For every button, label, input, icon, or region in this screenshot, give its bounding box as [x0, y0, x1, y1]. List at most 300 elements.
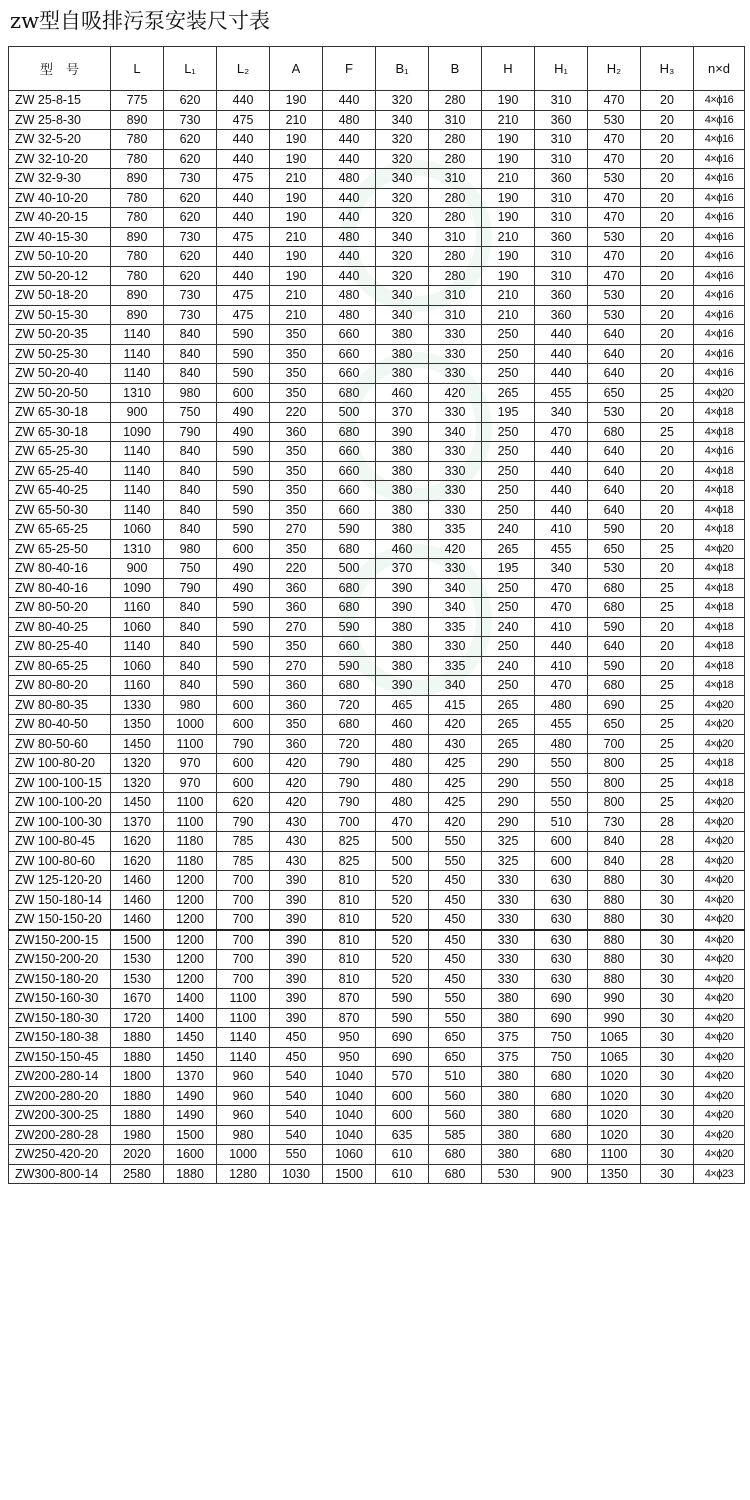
table-cell: 640 — [588, 344, 641, 364]
table-cell: 590 — [588, 520, 641, 540]
table-cell: 785 — [217, 851, 270, 871]
table-cell: 470 — [588, 247, 641, 267]
table-cell: 790 — [323, 754, 376, 774]
table-cell: 660 — [323, 344, 376, 364]
table-cell: 350 — [270, 637, 323, 657]
table-cell: 1450 — [111, 734, 164, 754]
table-cell: 730 — [164, 286, 217, 306]
table-cell: 490 — [217, 559, 270, 579]
table-cell: 420 — [429, 812, 482, 832]
table-row — [9, 422, 745, 442]
table-cell: 750 — [164, 403, 217, 423]
table-cell: 840 — [164, 500, 217, 520]
table-row — [9, 637, 745, 657]
table-cell: 340 — [535, 403, 588, 423]
table-cell: 4×ϕ20 — [694, 539, 745, 559]
table-cell: 330 — [429, 364, 482, 384]
table-cell: 460 — [376, 539, 429, 559]
table-cell: 810 — [323, 910, 376, 930]
table-cell: 20 — [641, 656, 694, 676]
table-row — [9, 91, 745, 111]
table-cell: 390 — [376, 578, 429, 598]
column-header: B — [429, 47, 482, 91]
table-row — [9, 1028, 745, 1048]
table-cell: 4×ϕ20 — [694, 1008, 745, 1028]
table-cell: 490 — [217, 578, 270, 598]
table-cell: 590 — [217, 344, 270, 364]
table-cell: 630 — [535, 930, 588, 950]
table-cell: 480 — [323, 227, 376, 247]
table-row — [9, 930, 745, 950]
table-cell: 4×ϕ16 — [694, 364, 745, 384]
table-cell: 4×ϕ20 — [694, 851, 745, 871]
table-row — [9, 169, 745, 189]
table-cell: 825 — [323, 832, 376, 852]
table-cell: 190 — [482, 208, 535, 228]
table-cell: 190 — [482, 130, 535, 150]
table-cell: 270 — [270, 617, 323, 637]
table-cell: 380 — [482, 1008, 535, 1028]
table-row — [9, 325, 745, 345]
table-cell: 960 — [217, 1067, 270, 1087]
table-cell: 1370 — [111, 812, 164, 832]
table-cell: 375 — [482, 1028, 535, 1048]
table-cell: 265 — [482, 715, 535, 735]
table-cell: 1200 — [164, 969, 217, 989]
table-cell: 30 — [641, 890, 694, 910]
table-cell: 4×ϕ16 — [694, 130, 745, 150]
table-cell: 450 — [429, 950, 482, 970]
table-row — [9, 950, 745, 970]
table-cell: 250 — [482, 578, 535, 598]
table-cell: 20 — [641, 286, 694, 306]
table-cell: 750 — [535, 1028, 588, 1048]
table-cell: 380 — [376, 637, 429, 657]
table-cell: 810 — [323, 950, 376, 970]
table-cell: 210 — [270, 110, 323, 130]
model-cell: ZW 50-25-30 — [9, 344, 111, 364]
table-cell: 28 — [641, 832, 694, 852]
table-cell: 20 — [641, 364, 694, 384]
table-cell: 590 — [323, 656, 376, 676]
table-cell: 680 — [429, 1145, 482, 1165]
table-cell: 990 — [588, 989, 641, 1009]
model-cell: ZW 65-40-25 — [9, 481, 111, 501]
table-cell: 600 — [535, 851, 588, 871]
table-cell: 1450 — [111, 793, 164, 813]
table-cell: 455 — [535, 539, 588, 559]
table-cell: 970 — [164, 754, 217, 774]
table-cell: 520 — [376, 890, 429, 910]
table-row — [9, 208, 745, 228]
table-cell: 4×ϕ20 — [694, 383, 745, 403]
table-cell: 25 — [641, 383, 694, 403]
table-cell: 880 — [588, 969, 641, 989]
table-cell: 4×ϕ20 — [694, 910, 745, 930]
table-cell: 380 — [482, 1106, 535, 1126]
table-cell: 20 — [641, 130, 694, 150]
table-cell: 350 — [270, 481, 323, 501]
table-cell: 30 — [641, 950, 694, 970]
table-cell: 430 — [270, 812, 323, 832]
table-cell: 465 — [376, 695, 429, 715]
table-cell: 1180 — [164, 851, 217, 871]
table-cell: 870 — [323, 1008, 376, 1028]
table-cell: 650 — [429, 1028, 482, 1048]
table-cell: 440 — [535, 344, 588, 364]
table-cell: 980 — [164, 695, 217, 715]
table-cell: 590 — [376, 989, 429, 1009]
table-cell: 480 — [535, 695, 588, 715]
table-cell: 630 — [535, 950, 588, 970]
table-cell: 1000 — [217, 1145, 270, 1165]
table-cell: 1200 — [164, 871, 217, 891]
page-title: zw型自吸排污泵安装尺寸表 — [10, 9, 271, 33]
table-cell: 290 — [482, 793, 535, 813]
table-cell: 380 — [482, 1086, 535, 1106]
table-cell: 20 — [641, 149, 694, 169]
table-cell: 430 — [270, 851, 323, 871]
table-cell: 4×ϕ16 — [694, 149, 745, 169]
table-cell: 430 — [429, 734, 482, 754]
table-cell: 335 — [429, 520, 482, 540]
table-cell: 4×ϕ18 — [694, 598, 745, 618]
table-cell: 635 — [376, 1125, 429, 1145]
table-cell: 310 — [429, 110, 482, 130]
table-cell: 1350 — [588, 1164, 641, 1184]
table-cell: 30 — [641, 1028, 694, 1048]
table-cell: 310 — [429, 305, 482, 325]
table-cell: 1140 — [111, 500, 164, 520]
table-cell: 475 — [217, 286, 270, 306]
table-cell: 320 — [376, 208, 429, 228]
table-cell: 340 — [429, 676, 482, 696]
table-cell: 4×ϕ20 — [694, 1047, 745, 1067]
table-row — [9, 695, 745, 715]
table-cell: 620 — [164, 91, 217, 111]
table-cell: 470 — [588, 130, 641, 150]
table-cell: 380 — [376, 344, 429, 364]
table-cell: 1160 — [111, 676, 164, 696]
table-cell: 590 — [376, 1008, 429, 1028]
table-cell: 1020 — [588, 1106, 641, 1126]
table-cell: 270 — [270, 656, 323, 676]
table-cell: 590 — [217, 520, 270, 540]
table-cell: 310 — [535, 149, 588, 169]
table-cell: 590 — [323, 617, 376, 637]
table-cell: 1020 — [588, 1086, 641, 1106]
table-cell: 475 — [217, 110, 270, 130]
table-row — [9, 715, 745, 735]
table-row — [9, 247, 745, 267]
table-cell: 250 — [482, 500, 535, 520]
table-cell: 1670 — [111, 989, 164, 1009]
table-cell: 1160 — [111, 598, 164, 618]
table-cell: 570 — [376, 1067, 429, 1087]
table-cell: 730 — [164, 227, 217, 247]
table-cell: 840 — [164, 656, 217, 676]
table-cell: 360 — [270, 676, 323, 696]
table-cell: 560 — [429, 1086, 482, 1106]
table-cell: 380 — [376, 617, 429, 637]
table-row — [9, 812, 745, 832]
table-cell: 190 — [270, 208, 323, 228]
table-cell: 4×ϕ18 — [694, 559, 745, 579]
table-cell: 190 — [482, 188, 535, 208]
table-cell: 340 — [429, 598, 482, 618]
table-cell: 530 — [588, 227, 641, 247]
table-cell: 775 — [111, 91, 164, 111]
table-cell: 900 — [111, 403, 164, 423]
model-cell: ZW 150-180-14 — [9, 890, 111, 910]
table-cell: 980 — [164, 539, 217, 559]
table-cell: 1490 — [164, 1106, 217, 1126]
table-cell: 440 — [535, 500, 588, 520]
table-row — [9, 910, 745, 930]
table-cell: 970 — [164, 773, 217, 793]
table-cell: 310 — [429, 286, 482, 306]
table-cell: 4×ϕ18 — [694, 578, 745, 598]
table-cell: 840 — [164, 481, 217, 501]
table-cell: 630 — [535, 910, 588, 930]
table-cell: 660 — [323, 637, 376, 657]
table-cell: 30 — [641, 989, 694, 1009]
table-cell: 730 — [588, 812, 641, 832]
model-cell: ZW 32-5-20 — [9, 130, 111, 150]
table-cell: 1040 — [323, 1067, 376, 1087]
model-cell: ZW150-200-15 — [9, 930, 111, 950]
table-cell: 680 — [429, 1164, 482, 1184]
table-cell: 680 — [323, 676, 376, 696]
table-cell: 190 — [482, 91, 535, 111]
table-cell: 410 — [535, 617, 588, 637]
table-cell: 780 — [111, 208, 164, 228]
table-cell: 730 — [164, 305, 217, 325]
table-cell: 690 — [535, 989, 588, 1009]
table-cell: 330 — [429, 500, 482, 520]
table-cell: 20 — [641, 559, 694, 579]
table-cell: 20 — [641, 227, 694, 247]
table-cell: 360 — [270, 695, 323, 715]
table-cell: 810 — [323, 871, 376, 891]
table-cell: 4×ϕ20 — [694, 989, 745, 1009]
table-cell: 840 — [588, 851, 641, 871]
table-cell: 1020 — [588, 1125, 641, 1145]
table-cell: 790 — [164, 422, 217, 442]
table-cell: 1530 — [111, 969, 164, 989]
table-cell: 28 — [641, 812, 694, 832]
table-cell: 600 — [217, 539, 270, 559]
table-cell: 250 — [482, 364, 535, 384]
table-cell: 440 — [217, 266, 270, 286]
model-cell: ZW 65-50-30 — [9, 500, 111, 520]
table-cell: 280 — [429, 149, 482, 169]
table-row — [9, 871, 745, 891]
table-cell: 500 — [323, 403, 376, 423]
table-cell: 1200 — [164, 930, 217, 950]
table-cell: 390 — [270, 910, 323, 930]
table-cell: 330 — [429, 442, 482, 462]
model-cell: ZW 80-50-60 — [9, 734, 111, 754]
table-cell: 320 — [376, 149, 429, 169]
table-cell: 4×ϕ20 — [694, 793, 745, 813]
table-row — [9, 773, 745, 793]
table-cell: 620 — [164, 266, 217, 286]
table-cell: 530 — [588, 403, 641, 423]
table-cell: 730 — [164, 110, 217, 130]
table-cell: 310 — [535, 188, 588, 208]
table-cell: 20 — [641, 305, 694, 325]
table-cell: 4×ϕ20 — [694, 1067, 745, 1087]
table-cell: 520 — [376, 910, 429, 930]
table-cell: 780 — [111, 188, 164, 208]
model-cell: ZW150-200-20 — [9, 950, 111, 970]
table-cell: 1140 — [111, 442, 164, 462]
table-cell: 220 — [270, 403, 323, 423]
table-cell: 1140 — [217, 1028, 270, 1048]
table-cell: 20 — [641, 266, 694, 286]
table-cell: 1100 — [164, 812, 217, 832]
table-cell: 1180 — [164, 832, 217, 852]
table-cell: 265 — [482, 734, 535, 754]
column-header: H₂ — [588, 47, 641, 91]
table-cell: 4×ϕ18 — [694, 637, 745, 657]
table-cell: 1310 — [111, 539, 164, 559]
table-cell: 680 — [323, 598, 376, 618]
table-cell: 290 — [482, 812, 535, 832]
table-cell: 380 — [376, 481, 429, 501]
table-cell: 1400 — [164, 1008, 217, 1028]
table-cell: 790 — [217, 734, 270, 754]
table-cell: 360 — [535, 227, 588, 247]
table-cell: 340 — [376, 305, 429, 325]
table-cell: 620 — [164, 130, 217, 150]
table-cell: 25 — [641, 754, 694, 774]
table-cell: 265 — [482, 383, 535, 403]
table-cell: 680 — [323, 383, 376, 403]
table-cell: 640 — [588, 364, 641, 384]
table-cell: 20 — [641, 169, 694, 189]
model-cell: ZW 80-40-16 — [9, 559, 111, 579]
table-cell: 4×ϕ20 — [694, 930, 745, 950]
table-cell: 4×ϕ16 — [694, 110, 745, 130]
table-row — [9, 617, 745, 637]
table-cell: 530 — [588, 559, 641, 579]
table-cell: 4×ϕ20 — [694, 950, 745, 970]
table-cell: 1140 — [111, 325, 164, 345]
table-cell: 250 — [482, 325, 535, 345]
table-cell: 680 — [535, 1145, 588, 1165]
table-cell: 290 — [482, 754, 535, 774]
table-cell: 410 — [535, 520, 588, 540]
table-cell: 470 — [535, 676, 588, 696]
table-cell: 680 — [323, 578, 376, 598]
table-cell: 380 — [376, 325, 429, 345]
table-cell: 1450 — [164, 1028, 217, 1048]
table-cell: 840 — [164, 364, 217, 384]
table-cell: 840 — [588, 832, 641, 852]
table-cell: 330 — [429, 461, 482, 481]
model-cell: ZW 40-20-15 — [9, 208, 111, 228]
table-cell: 335 — [429, 617, 482, 637]
table-cell: 325 — [482, 851, 535, 871]
table-cell: 340 — [535, 559, 588, 579]
table-cell: 20 — [641, 461, 694, 481]
column-header: F — [323, 47, 376, 91]
table-cell: 550 — [535, 754, 588, 774]
table-cell: 420 — [270, 754, 323, 774]
table-cell: 1620 — [111, 851, 164, 871]
table-cell: 210 — [270, 169, 323, 189]
model-cell: ZW 100-100-15 — [9, 773, 111, 793]
table-cell: 4×ϕ20 — [694, 1086, 745, 1106]
table-cell: 440 — [535, 481, 588, 501]
table-cell: 810 — [323, 890, 376, 910]
table-cell: 990 — [588, 1008, 641, 1028]
model-cell: ZW200-280-20 — [9, 1086, 111, 1106]
table-cell: 540 — [270, 1106, 323, 1126]
table-cell: 220 — [270, 559, 323, 579]
table-cell: 390 — [270, 871, 323, 891]
table-cell: 630 — [535, 969, 588, 989]
table-cell: 1400 — [164, 989, 217, 1009]
table-cell: 550 — [535, 773, 588, 793]
table-cell: 25 — [641, 695, 694, 715]
table-cell: 290 — [482, 773, 535, 793]
table-cell: 1030 — [270, 1164, 323, 1184]
table-row — [9, 1047, 745, 1067]
table-cell: 530 — [588, 305, 641, 325]
table-row — [9, 403, 745, 423]
table-cell: 650 — [588, 715, 641, 735]
table-cell: 440 — [323, 188, 376, 208]
table-cell: 350 — [270, 364, 323, 384]
table-cell: 4×ϕ16 — [694, 169, 745, 189]
table-cell: 470 — [588, 149, 641, 169]
model-cell: ZW200-300-25 — [9, 1106, 111, 1126]
table-cell: 425 — [429, 773, 482, 793]
table-row — [9, 1008, 745, 1028]
table-cell: 785 — [217, 832, 270, 852]
table-cell: 390 — [270, 969, 323, 989]
table-cell: 690 — [376, 1047, 429, 1067]
table-cell: 4×ϕ16 — [694, 442, 745, 462]
table-cell: 590 — [217, 442, 270, 462]
table-cell: 350 — [270, 539, 323, 559]
table-cell: 330 — [429, 637, 482, 657]
table-cell: 800 — [588, 754, 641, 774]
table-cell: 680 — [535, 1106, 588, 1126]
table-cell: 690 — [376, 1028, 429, 1048]
table-cell: 4×ϕ16 — [694, 247, 745, 267]
table-cell: 800 — [588, 773, 641, 793]
table-cell: 440 — [535, 637, 588, 657]
table-row — [9, 598, 745, 618]
table-cell: 490 — [217, 403, 270, 423]
table-cell: 480 — [323, 110, 376, 130]
model-cell: ZW 80-25-40 — [9, 637, 111, 657]
table-cell: 210 — [482, 110, 535, 130]
table-cell: 680 — [588, 598, 641, 618]
model-cell: ZW 65-25-50 — [9, 539, 111, 559]
table-row — [9, 793, 745, 813]
model-cell: ZW150-160-30 — [9, 989, 111, 1009]
table-cell: 25 — [641, 578, 694, 598]
table-cell: 390 — [270, 1008, 323, 1028]
table-cell: 190 — [482, 266, 535, 286]
table-row — [9, 110, 745, 130]
table-cell: 1040 — [323, 1125, 376, 1145]
